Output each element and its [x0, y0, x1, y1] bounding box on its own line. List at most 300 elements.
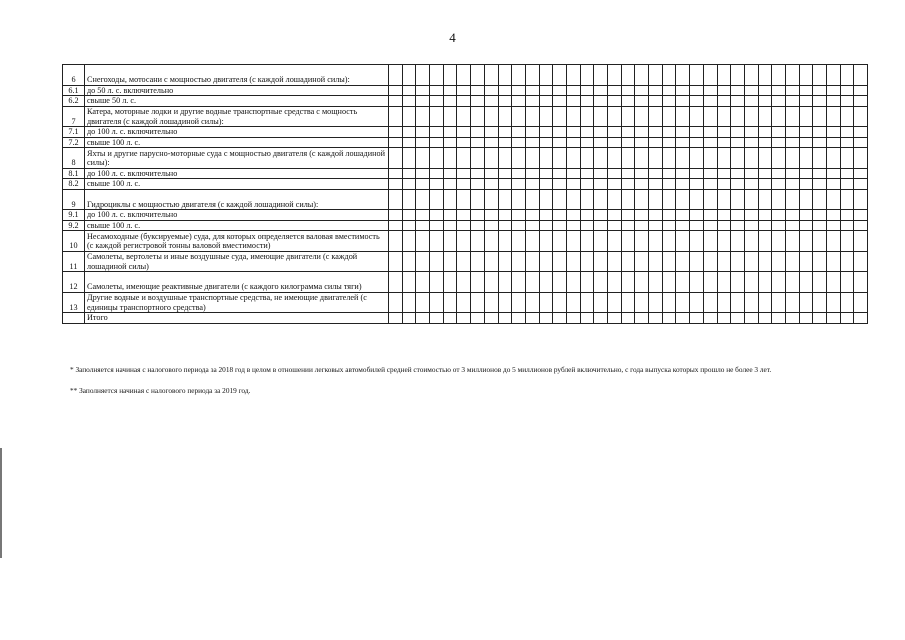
grid-cell — [402, 292, 416, 313]
table-row — [63, 272, 868, 293]
grid-cell — [635, 210, 649, 221]
table-row — [63, 292, 868, 313]
grid-cell — [676, 272, 690, 293]
grid-cell — [402, 179, 416, 190]
grid-cell — [649, 220, 663, 231]
grid-cell — [772, 179, 786, 190]
grid-cell — [498, 210, 512, 221]
grid-cell — [553, 231, 567, 252]
grid-cell — [539, 168, 553, 179]
grid-cell — [416, 292, 430, 313]
grid-cell — [662, 251, 676, 272]
grid-cell — [443, 292, 457, 313]
grid-cell — [799, 210, 813, 221]
grid-cell — [512, 85, 526, 96]
grid-cell — [731, 148, 745, 169]
grid-cell — [525, 148, 539, 169]
grid-cell — [772, 127, 786, 138]
grid-cell — [580, 65, 594, 86]
grid-cell — [580, 189, 594, 210]
grid-cell — [731, 251, 745, 272]
grid-cell — [566, 220, 580, 231]
footnote-2: ** Заполняется начиная с налогового периода за 2019 год. — [70, 386, 251, 395]
grid-cell — [580, 292, 594, 313]
grid-cell — [813, 137, 827, 148]
grid-cell — [703, 313, 717, 324]
grid-cell — [594, 96, 608, 107]
grid-cell — [854, 210, 868, 221]
grid-cell — [690, 106, 704, 127]
grid-cell — [690, 179, 704, 190]
grid-cell — [471, 251, 485, 272]
grid-cell — [608, 313, 622, 324]
grid-cell — [389, 292, 403, 313]
grid-cell — [457, 106, 471, 127]
row-label: Снегоходы, мотосани с мощностью двигателя (с каждой лошадиной силы): — [85, 65, 389, 86]
grid-cell — [635, 313, 649, 324]
grid-cell — [457, 189, 471, 210]
grid-cell — [553, 85, 567, 96]
grid-cell — [566, 137, 580, 148]
grid-cell — [854, 65, 868, 86]
grid-cell — [744, 179, 758, 190]
grid-cell — [525, 220, 539, 231]
grid-cell — [512, 137, 526, 148]
row-number: 6.2 — [63, 96, 85, 107]
grid-cell — [498, 231, 512, 252]
grid-cell — [594, 189, 608, 210]
grid-cell — [827, 189, 841, 210]
grid-cell — [443, 231, 457, 252]
row-number: 11 — [63, 251, 85, 272]
grid-cell — [758, 231, 772, 252]
grid-cell — [813, 189, 827, 210]
grid-cell — [580, 168, 594, 179]
grid-cell — [539, 292, 553, 313]
grid-cell — [402, 65, 416, 86]
row-label: Несамоходные (буксируемые) суда, для которых определяется валовая вместимость (с каждой регистровой тонны валовой вместимости) — [85, 231, 389, 252]
grid-cell — [484, 127, 498, 138]
grid-cell — [840, 179, 854, 190]
grid-cell — [758, 179, 772, 190]
grid-cell — [854, 85, 868, 96]
table-row — [63, 96, 868, 107]
grid-cell — [389, 272, 403, 293]
grid-cell — [402, 313, 416, 324]
grid-cell — [621, 220, 635, 231]
grid-cell — [744, 231, 758, 252]
grid-cell — [662, 313, 676, 324]
grid-cell — [402, 272, 416, 293]
grid-cell — [785, 231, 799, 252]
grid-cell — [799, 85, 813, 96]
grid-cell — [525, 231, 539, 252]
grid-cell — [471, 272, 485, 293]
grid-cell — [416, 85, 430, 96]
grid-cell — [662, 189, 676, 210]
grid-cell — [389, 65, 403, 86]
grid-cell — [525, 251, 539, 272]
grid-cell — [512, 292, 526, 313]
grid-cell — [840, 65, 854, 86]
row-label: до 100 л. с. включительно — [85, 127, 389, 138]
grid-cell — [785, 272, 799, 293]
grid-cell — [676, 313, 690, 324]
row-label: Гидроциклы с мощностью двигателя (с каждой лошадиной силы): — [85, 189, 389, 210]
grid-cell — [649, 106, 663, 127]
table-row — [63, 251, 868, 272]
grid-cell — [553, 168, 567, 179]
grid-cell — [813, 251, 827, 272]
grid-cell — [594, 85, 608, 96]
grid-cell — [594, 179, 608, 190]
grid-cell — [608, 168, 622, 179]
grid-cell — [484, 189, 498, 210]
grid-cell — [512, 220, 526, 231]
grid-cell — [662, 137, 676, 148]
grid-cell — [443, 65, 457, 86]
grid-cell — [854, 189, 868, 210]
grid-cell — [690, 137, 704, 148]
grid-cell — [471, 127, 485, 138]
row-label: свыше 100 л. с. — [85, 220, 389, 231]
grid-cell — [662, 168, 676, 179]
grid-cell — [566, 179, 580, 190]
grid-cell — [430, 189, 444, 210]
grid-cell — [744, 85, 758, 96]
grid-cell — [430, 106, 444, 127]
grid-cell — [484, 251, 498, 272]
grid-cell — [512, 65, 526, 86]
grid-cell — [512, 189, 526, 210]
grid-cell — [758, 65, 772, 86]
grid-cell — [580, 148, 594, 169]
grid-cell — [731, 292, 745, 313]
grid-cell — [690, 189, 704, 210]
grid-cell — [525, 168, 539, 179]
grid-cell — [608, 179, 622, 190]
grid-cell — [690, 220, 704, 231]
grid-cell — [566, 168, 580, 179]
grid-cell — [785, 313, 799, 324]
grid-cell — [512, 148, 526, 169]
grid-cell — [690, 127, 704, 138]
grid-cell — [827, 85, 841, 96]
grid-cell — [594, 220, 608, 231]
page-number: 4 — [449, 30, 456, 45]
grid-cell — [690, 251, 704, 272]
grid-cell — [443, 210, 457, 221]
grid-cell — [525, 106, 539, 127]
grid-cell — [621, 313, 635, 324]
grid-cell — [649, 127, 663, 138]
grid-cell — [840, 231, 854, 252]
grid-cell — [402, 168, 416, 179]
grid-cell — [758, 85, 772, 96]
grid-cell — [389, 85, 403, 96]
grid-cell — [594, 137, 608, 148]
grid-cell — [498, 148, 512, 169]
grid-cell — [676, 168, 690, 179]
grid-cell — [649, 85, 663, 96]
grid-cell — [443, 106, 457, 127]
grid-cell — [553, 292, 567, 313]
grid-cell — [402, 106, 416, 127]
grid-cell — [566, 251, 580, 272]
grid-cell — [525, 313, 539, 324]
grid-cell — [635, 127, 649, 138]
grid-cell — [621, 272, 635, 293]
grid-cell — [594, 292, 608, 313]
grid-cell — [662, 179, 676, 190]
grid-cell — [813, 292, 827, 313]
grid-cell — [690, 231, 704, 252]
grid-cell — [621, 106, 635, 127]
grid-cell — [525, 179, 539, 190]
grid-cell — [731, 96, 745, 107]
grid-cell — [731, 210, 745, 221]
grid-cell — [799, 127, 813, 138]
grid-cell — [744, 168, 758, 179]
grid-cell — [649, 231, 663, 252]
grid-cell — [416, 96, 430, 107]
grid-cell — [758, 220, 772, 231]
grid-cell — [703, 272, 717, 293]
grid-cell — [785, 96, 799, 107]
grid-cell — [758, 251, 772, 272]
grid-cell — [608, 148, 622, 169]
grid-cell — [416, 168, 430, 179]
grid-cell — [690, 65, 704, 86]
grid-cell — [566, 231, 580, 252]
grid-cell — [649, 137, 663, 148]
grid-cell — [649, 65, 663, 86]
grid-cell — [443, 313, 457, 324]
grid-cell — [854, 179, 868, 190]
grid-cell — [744, 220, 758, 231]
grid-cell — [471, 292, 485, 313]
grid-cell — [525, 65, 539, 86]
grid-cell — [785, 127, 799, 138]
grid-cell — [402, 189, 416, 210]
grid-cell — [772, 313, 786, 324]
grid-cell — [758, 313, 772, 324]
grid-cell — [553, 96, 567, 107]
grid-cell — [854, 272, 868, 293]
grid-cell — [854, 137, 868, 148]
grid-cell — [498, 85, 512, 96]
grid-cell — [703, 148, 717, 169]
grid-cell — [539, 148, 553, 169]
grid-cell — [498, 251, 512, 272]
grid-cell — [744, 148, 758, 169]
grid-cell — [827, 272, 841, 293]
grid-cell — [717, 127, 731, 138]
table-row — [63, 220, 868, 231]
grid-cell — [498, 168, 512, 179]
grid-cell — [840, 292, 854, 313]
table-row — [63, 313, 868, 324]
grid-cell — [457, 292, 471, 313]
grid-cell — [484, 148, 498, 169]
grid-cell — [430, 231, 444, 252]
grid-cell — [731, 179, 745, 190]
grid-cell — [457, 148, 471, 169]
grid-cell — [772, 96, 786, 107]
grid-cell — [840, 189, 854, 210]
grid-cell — [703, 106, 717, 127]
grid-cell — [827, 220, 841, 231]
grid-cell — [717, 272, 731, 293]
grid-cell — [731, 65, 745, 86]
grid-cell — [799, 292, 813, 313]
grid-cell — [539, 106, 553, 127]
grid-cell — [484, 231, 498, 252]
grid-cell — [525, 189, 539, 210]
grid-cell — [484, 137, 498, 148]
grid-cell — [758, 127, 772, 138]
grid-cell — [389, 189, 403, 210]
grid-cell — [389, 210, 403, 221]
grid-cell — [717, 220, 731, 231]
grid-cell — [512, 231, 526, 252]
grid-cell — [443, 137, 457, 148]
grid-cell — [799, 106, 813, 127]
grid-cell — [785, 148, 799, 169]
grid-cell — [676, 231, 690, 252]
grid-cell — [512, 127, 526, 138]
grid-cell — [744, 292, 758, 313]
row-label: свыше 100 л. с. — [85, 179, 389, 190]
grid-cell — [457, 220, 471, 231]
grid-cell — [813, 210, 827, 221]
grid-cell — [676, 179, 690, 190]
grid-cell — [525, 272, 539, 293]
grid-cell — [580, 251, 594, 272]
row-label: свыше 100 л. с. — [85, 137, 389, 148]
grid-cell — [840, 220, 854, 231]
grid-cell — [854, 127, 868, 138]
grid-cell — [484, 179, 498, 190]
grid-cell — [525, 96, 539, 107]
grid-cell — [553, 313, 567, 324]
row-label: Самолеты, имеющие реактивные двигатели (с каждого килограмма силы тяги) — [85, 272, 389, 293]
grid-cell — [389, 106, 403, 127]
grid-cell — [443, 85, 457, 96]
row-number: 12 — [63, 272, 85, 293]
grid-cell — [827, 313, 841, 324]
grid-cell — [443, 96, 457, 107]
grid-cell — [827, 231, 841, 252]
table-row — [63, 137, 868, 148]
grid-cell — [608, 106, 622, 127]
grid-cell — [731, 220, 745, 231]
grid-cell — [457, 85, 471, 96]
grid-cell — [662, 272, 676, 293]
grid-cell — [703, 127, 717, 138]
grid-cell — [744, 313, 758, 324]
grid-cell — [717, 148, 731, 169]
row-number: 8 — [63, 148, 85, 169]
grid-cell — [717, 65, 731, 86]
grid-cell — [608, 272, 622, 293]
grid-cell — [799, 189, 813, 210]
grid-cell — [799, 179, 813, 190]
grid-cell — [690, 210, 704, 221]
grid-cell — [731, 313, 745, 324]
grid-cell — [443, 189, 457, 210]
grid-cell — [443, 179, 457, 190]
grid-cell — [539, 251, 553, 272]
row-label: до 50 л. с. включительно — [85, 85, 389, 96]
grid-cell — [512, 210, 526, 221]
table-row — [63, 231, 868, 252]
grid-cell — [402, 148, 416, 169]
grid-cell — [676, 96, 690, 107]
grid-cell — [635, 148, 649, 169]
grid-cell — [457, 127, 471, 138]
grid-cell — [799, 251, 813, 272]
grid-cell — [717, 189, 731, 210]
grid-cell — [703, 292, 717, 313]
grid-cell — [430, 313, 444, 324]
grid-cell — [402, 220, 416, 231]
grid-cell — [662, 148, 676, 169]
grid-cell — [430, 168, 444, 179]
row-number: 7 — [63, 106, 85, 127]
grid-cell — [813, 168, 827, 179]
grid-cell — [785, 65, 799, 86]
grid-cell — [731, 168, 745, 179]
table-row — [63, 65, 868, 86]
grid-cell — [799, 313, 813, 324]
grid-cell — [854, 251, 868, 272]
grid-cell — [443, 168, 457, 179]
grid-cell — [457, 137, 471, 148]
grid-cell — [703, 220, 717, 231]
grid-cell — [703, 231, 717, 252]
grid-cell — [471, 148, 485, 169]
grid-cell — [717, 85, 731, 96]
grid-cell — [731, 231, 745, 252]
grid-cell — [512, 251, 526, 272]
grid-cell — [676, 220, 690, 231]
grid-cell — [416, 65, 430, 86]
grid-cell — [813, 85, 827, 96]
grid-cell — [758, 148, 772, 169]
grid-cell — [621, 189, 635, 210]
grid-cell — [676, 292, 690, 313]
table-row — [63, 168, 868, 179]
grid-cell — [498, 127, 512, 138]
row-label: Другие водные и воздушные транспортные средства, не имеющие двигателей (с единицы транспортного средства) — [85, 292, 389, 313]
grid-cell — [635, 106, 649, 127]
grid-cell — [731, 189, 745, 210]
grid-cell — [430, 65, 444, 86]
row-number: 9.2 — [63, 220, 85, 231]
grid-cell — [662, 220, 676, 231]
grid-cell — [662, 96, 676, 107]
grid-cell — [854, 106, 868, 127]
grid-cell — [758, 96, 772, 107]
grid-cell — [553, 251, 567, 272]
row-number: 7.1 — [63, 127, 85, 138]
grid-cell — [580, 220, 594, 231]
grid-cell — [471, 220, 485, 231]
grid-cell — [662, 106, 676, 127]
grid-cell — [772, 210, 786, 221]
grid-cell — [594, 148, 608, 169]
